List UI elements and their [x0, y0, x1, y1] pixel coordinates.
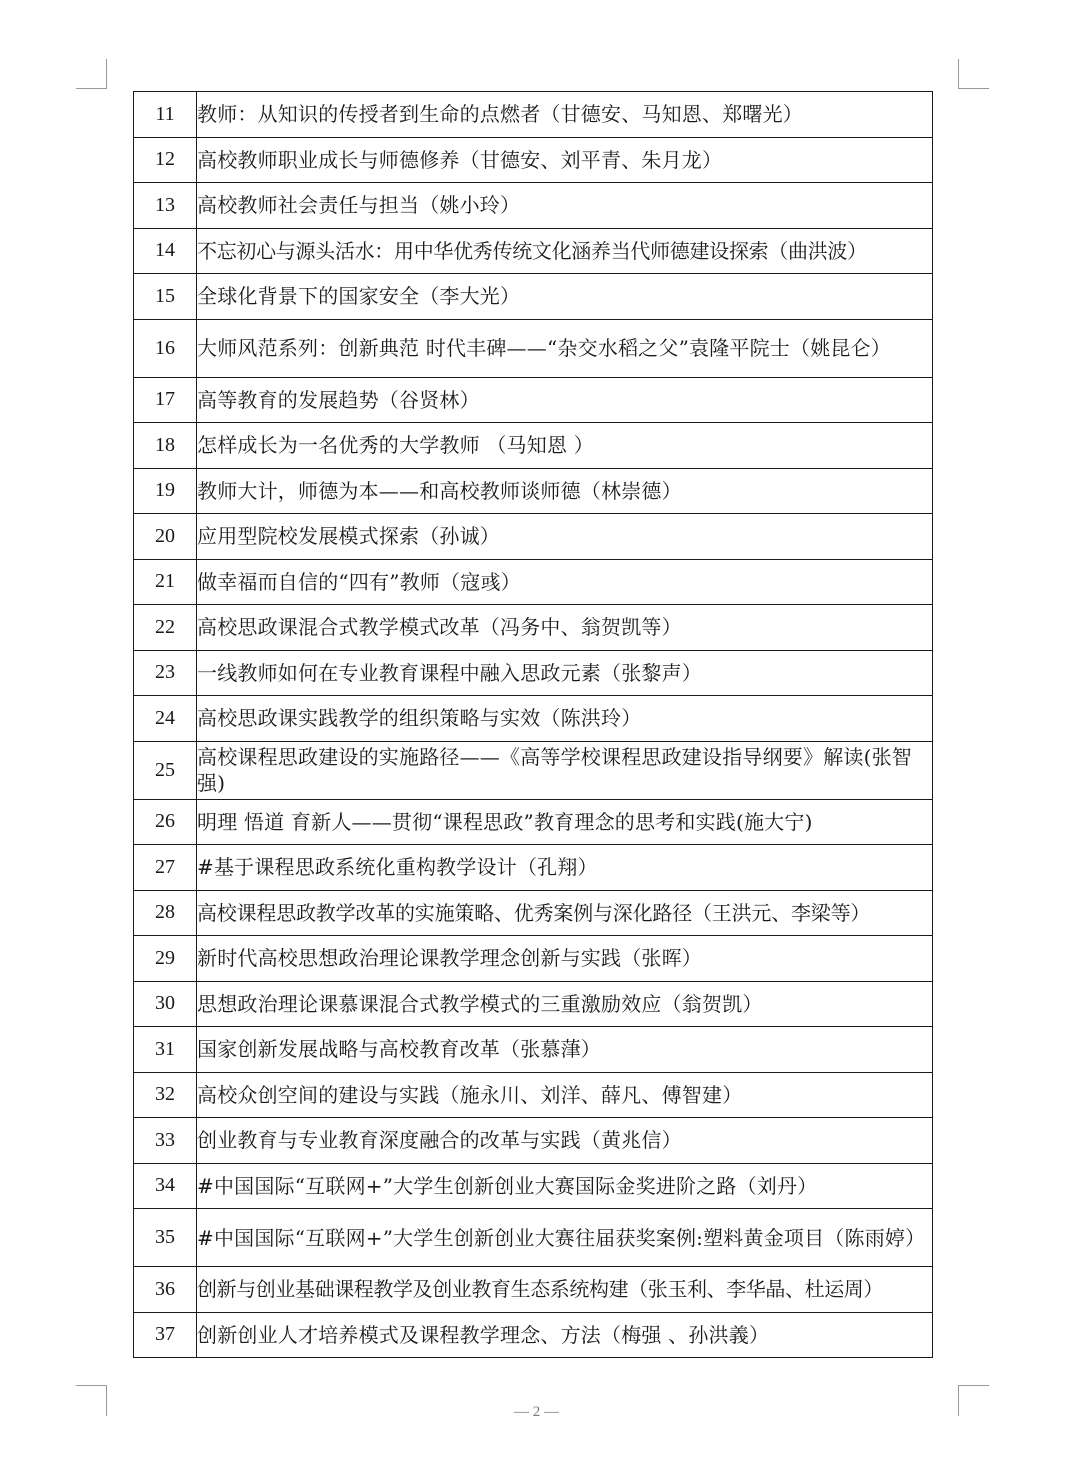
course-title: 高校课程思政建设的实施路径——《高等学校课程思政建设指导纲要》解读(张智强)	[197, 741, 933, 799]
course-title: 高校教师职业成长与师德修养（甘德安、刘平青、朱月龙）	[197, 137, 933, 183]
row-number: 30	[134, 981, 197, 1027]
course-title: 高等教育的发展趋势（谷贤林）	[197, 377, 933, 423]
table-row	[134, 514, 933, 560]
table-row	[134, 845, 933, 891]
table-row	[134, 183, 933, 229]
course-title: #基于课程思政系统化重构教学设计（孔翔）	[197, 845, 933, 891]
table-row	[134, 890, 933, 936]
course-title: 全球化背景下的国家安全（李大光）	[197, 274, 933, 320]
course-title: 教师大计，师德为本——和高校教师谈师德（林崇德）	[197, 468, 933, 514]
row-number: 27	[134, 845, 197, 891]
row-number: 11	[134, 92, 197, 138]
table-row	[134, 1209, 933, 1267]
course-title: 怎样成长为一名优秀的大学教师 （马知恩 ）	[197, 423, 933, 469]
course-title: 高校课程思政教学改革的实施策略、优秀案例与深化路径（王洪元、李梁等）	[197, 890, 933, 936]
row-number: 12	[134, 137, 197, 183]
course-title: #中国国际“互联网+”大学生创新创业大赛往届获奖案例:塑料黄金项目（陈雨婷）	[197, 1209, 933, 1267]
table-row	[134, 799, 933, 845]
crop-mark-top-right-h	[958, 88, 989, 89]
table-row	[134, 1163, 933, 1209]
row-number: 26	[134, 799, 197, 845]
row-number: 14	[134, 228, 197, 274]
course-title: #中国国际“互联网+”大学生创新创业大赛国际金奖进阶之路（刘丹）	[197, 1163, 933, 1209]
table-row	[134, 1027, 933, 1073]
course-title: 高校思政课实践教学的组织策略与实效（陈洪玲）	[197, 696, 933, 742]
table-row	[134, 423, 933, 469]
row-number: 17	[134, 377, 197, 423]
course-title: 做幸福而自信的“四有”教师（寇彧）	[197, 559, 933, 605]
course-title: 高校教师社会责任与担当（姚小玲）	[197, 183, 933, 229]
course-title: 应用型院校发展模式探索（孙诚）	[197, 514, 933, 560]
course-title: 国家创新发展战略与高校教育改革（张慕葏）	[197, 1027, 933, 1073]
page-number: — 2 —	[514, 1404, 559, 1420]
row-number: 28	[134, 890, 197, 936]
table-row	[134, 1267, 933, 1313]
table-row	[134, 274, 933, 320]
table-row	[134, 605, 933, 651]
table-row	[134, 981, 933, 1027]
crop-mark-bottom-left-h	[76, 1385, 107, 1386]
row-number: 31	[134, 1027, 197, 1073]
course-list-table	[133, 91, 933, 1358]
row-number: 20	[134, 514, 197, 560]
course-title: 明理 悟道 育新人——贯彻“课程思政”教育理念的思考和实践(施大宁)	[197, 799, 933, 845]
table-row	[134, 696, 933, 742]
course-title: 新时代高校思想政治理论课教学理念创新与实践（张晖）	[197, 936, 933, 982]
table-row	[134, 936, 933, 982]
row-number: 34	[134, 1163, 197, 1209]
row-number: 22	[134, 605, 197, 651]
table-row	[134, 1072, 933, 1118]
course-title: 创新与创业基础课程教学及创业教育生态系统构建（张玉利、李华晶、杜运周）	[197, 1267, 933, 1313]
row-number: 35	[134, 1209, 197, 1267]
table-row	[134, 137, 933, 183]
crop-mark-top-left-h	[76, 88, 107, 89]
crop-mark-top-left-v	[106, 59, 107, 89]
row-number: 13	[134, 183, 197, 229]
row-number: 18	[134, 423, 197, 469]
row-number: 25	[134, 741, 197, 799]
course-title: 高校众创空间的建设与实践（施永川、刘洋、薛凡、傅智建）	[197, 1072, 933, 1118]
course-title: 不忘初心与源头活水：用中华优秀传统文化涵养当代师德建设探索（曲洪波）	[197, 228, 933, 274]
course-title: 思想政治理论课慕课混合式教学模式的三重激励效应（翁贺凯）	[197, 981, 933, 1027]
course-title: 创新创业人才培养模式及课程教学理念、方法（梅强 、孙洪義）	[197, 1312, 933, 1358]
row-number: 21	[134, 559, 197, 605]
crop-mark-bottom-right-h	[958, 1385, 989, 1386]
row-number: 32	[134, 1072, 197, 1118]
table-row	[134, 650, 933, 696]
course-title: 大师风范系列：创新典范 时代丰碑——“杂交水稻之父”袁隆平院士（姚昆仑）	[197, 319, 933, 377]
table-row	[134, 319, 933, 377]
course-title: 一线教师如何在专业教育课程中融入思政元素（张黎声）	[197, 650, 933, 696]
course-title: 高校思政课混合式教学模式改革（冯务中、翁贺凯等）	[197, 605, 933, 651]
table-row	[134, 92, 933, 138]
course-title: 教师：从知识的传授者到生命的点燃者（甘德安、马知恩、郑曙光）	[197, 92, 933, 138]
table-row	[134, 1312, 933, 1358]
table-row	[134, 1118, 933, 1164]
table-row	[134, 468, 933, 514]
row-number: 16	[134, 319, 197, 377]
row-number: 37	[134, 1312, 197, 1358]
table-row	[134, 741, 933, 799]
crop-mark-top-right-v	[958, 59, 959, 89]
row-number: 24	[134, 696, 197, 742]
row-number: 19	[134, 468, 197, 514]
table-row	[134, 377, 933, 423]
row-number: 29	[134, 936, 197, 982]
row-number: 33	[134, 1118, 197, 1164]
table-row	[134, 228, 933, 274]
row-number: 23	[134, 650, 197, 696]
row-number: 36	[134, 1267, 197, 1313]
table-row	[134, 559, 933, 605]
row-number: 15	[134, 274, 197, 320]
course-title: 创业教育与专业教育深度融合的改革与实践（黄兆信）	[197, 1118, 933, 1164]
